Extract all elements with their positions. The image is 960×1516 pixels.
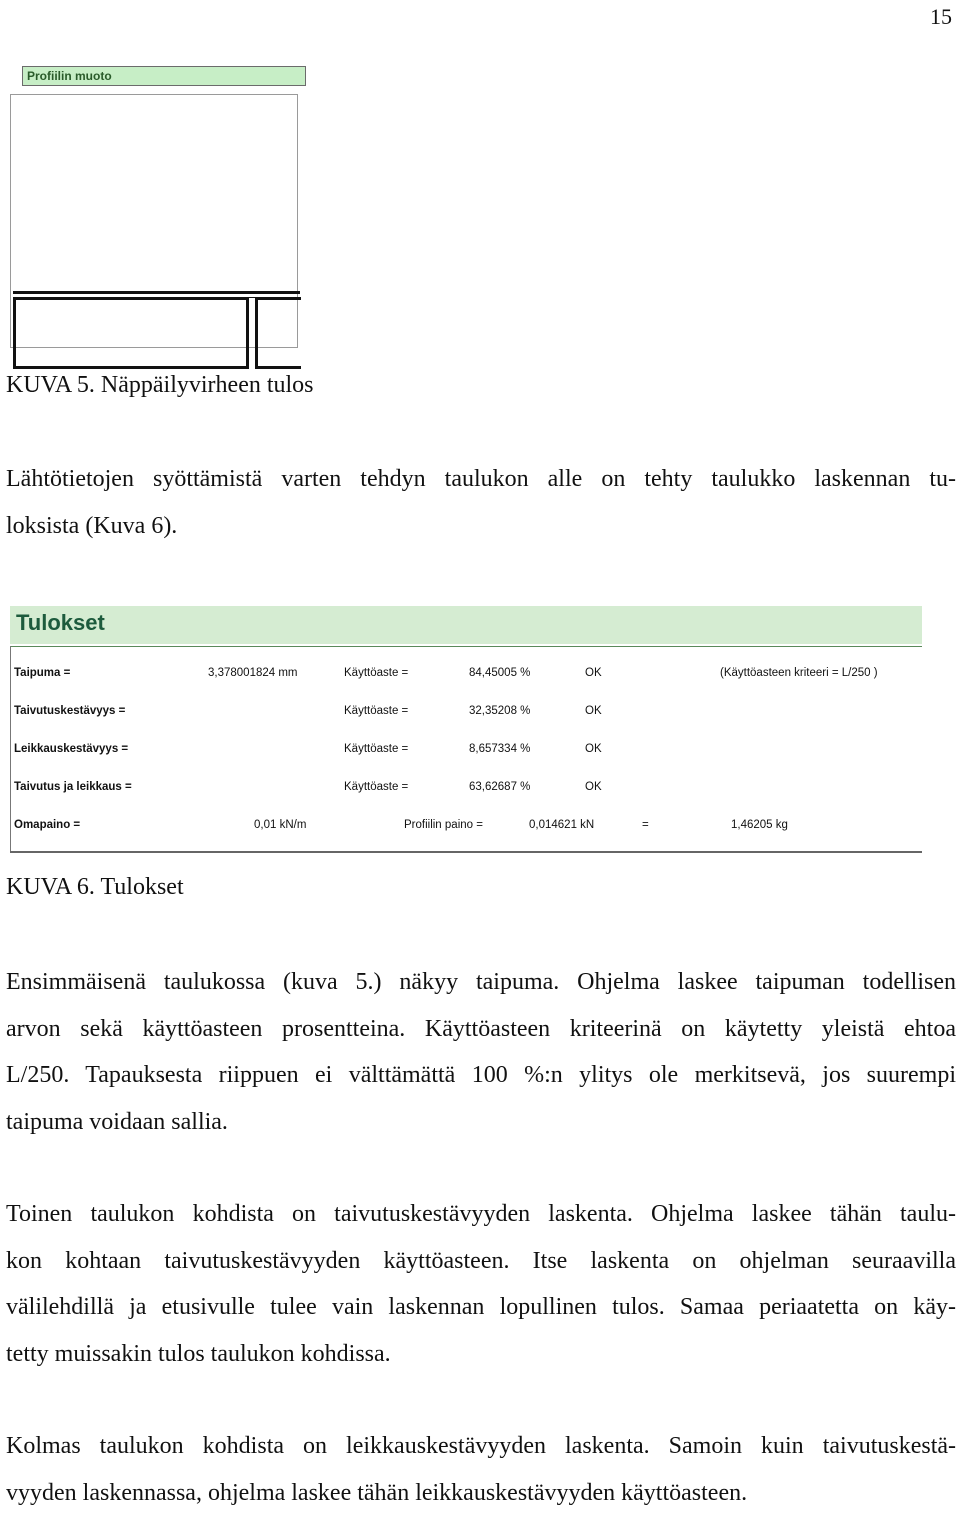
paragraph-leikkauskestavyys: [6, 1423, 956, 1516]
profile-weight-label: Profiilin paino =: [404, 819, 483, 831]
profile-web-right: [255, 297, 301, 369]
paragraph-line: arvon sekä käyttöasteen prosentteina. Käyttöasteen kriteerinä on käytetty yleistä ehtoa: [6, 1006, 956, 1053]
criterion-note: (Käyttöasteen kriteeri = L/250 ): [720, 667, 878, 679]
profile-flange-line: [13, 291, 300, 294]
kayttoaste-label: Käyttöaste =: [344, 705, 408, 717]
profile-weight-value: 0,014621 kN: [529, 819, 594, 831]
figure-5-profile: [8, 66, 300, 352]
paragraph-line: taipuma voidaan sallia.: [6, 1099, 956, 1146]
omapaino-value: 0,01 kN/m: [254, 819, 306, 831]
kayttoaste-label: Käyttöaste =: [344, 667, 408, 679]
profile-mass-value: 1,46205 kg: [731, 819, 788, 831]
kayttoaste-value: 84,45005 %: [469, 667, 530, 679]
paragraph-line: L/250. Tapauksesta riippuen ei välttämättä 100 %:n ylitys ole merkitsevä, jos suurempi: [6, 1052, 956, 1099]
row-value: 3,378001824 mm: [208, 667, 298, 679]
results-grid: [10, 606, 922, 854]
paragraph-line: tetty muissakin tulos taulukon kohdissa.: [6, 1331, 956, 1378]
paragraph-line: vyyden laskennassa, ohjelma laskee tähän leikkauskestävyyden käyttöasteen.: [6, 1470, 956, 1516]
omapaino-label: Omapaino =: [14, 819, 80, 831]
figure-6-caption: KUVA 6. Tulokset: [6, 874, 184, 901]
kayttoaste-label: Käyttöaste =: [344, 743, 408, 755]
row-label: Taivutuskestävyys =: [14, 705, 125, 717]
status-ok: OK: [585, 667, 602, 679]
paragraph-line: Lähtötietojen syöttämistä varten tehdyn taulukon alle on tehty taulukko laskennan tu-: [6, 456, 956, 503]
paragraph-taivutuskestavyys: [6, 1191, 956, 1377]
paragraph-line: kon kohtaan taivutuskestävyyden käyttöasteen. Itse laskenta on ohjelman seuraavilla: [6, 1238, 956, 1285]
status-ok: OK: [585, 705, 602, 717]
paragraph-line: loksista (Kuva 6).: [6, 503, 956, 550]
kayttoaste-value: 8,657334 %: [469, 743, 530, 755]
profile-web-left: [13, 297, 249, 369]
status-ok: OK: [585, 743, 602, 755]
paragraph-line: Ensimmäisenä taulukossa (kuva 5.) näkyy taipuma. Ohjelma laskee taipuman todellisen: [6, 959, 956, 1006]
status-ok: OK: [585, 781, 602, 793]
results-title: Tulokset: [16, 610, 105, 636]
paragraph-taipuma: [6, 959, 956, 1145]
row-label: Taipuma =: [14, 667, 70, 679]
kayttoaste-value: 32,35208 %: [469, 705, 530, 717]
figure-6-results-table: [10, 606, 922, 854]
row-label: Taivutus ja leikkaus =: [14, 781, 132, 793]
profile-shape-drawing-area: [10, 94, 298, 348]
kayttoaste-label: Käyttöaste =: [344, 781, 408, 793]
paragraph-line: Toinen taulukon kohdista on taivutuskestävyyden laskenta. Ohjelma laskee tähän taulu-: [6, 1191, 956, 1238]
equals-sign: =: [642, 819, 649, 831]
figure-5-caption: KUVA 5. Näppäilyvirheen tulos: [6, 372, 314, 399]
page-number: 15: [930, 4, 952, 30]
row-label: Leikkauskestävyys =: [14, 743, 128, 755]
paragraph-line: välilehdillä ja etusivulle tulee vain laskennan lopullinen tulos. Samaa periaatetta on käy-: [6, 1284, 956, 1331]
profile-shape-header: Profiilin muoto: [22, 66, 306, 86]
kayttoaste-value: 63,62687 %: [469, 781, 530, 793]
paragraph-line: Kolmas taulukon kohdista on leikkauskestävyyden laskenta. Samoin kuin taivutuskestä-: [6, 1423, 956, 1470]
paragraph-results-intro: [6, 456, 956, 549]
